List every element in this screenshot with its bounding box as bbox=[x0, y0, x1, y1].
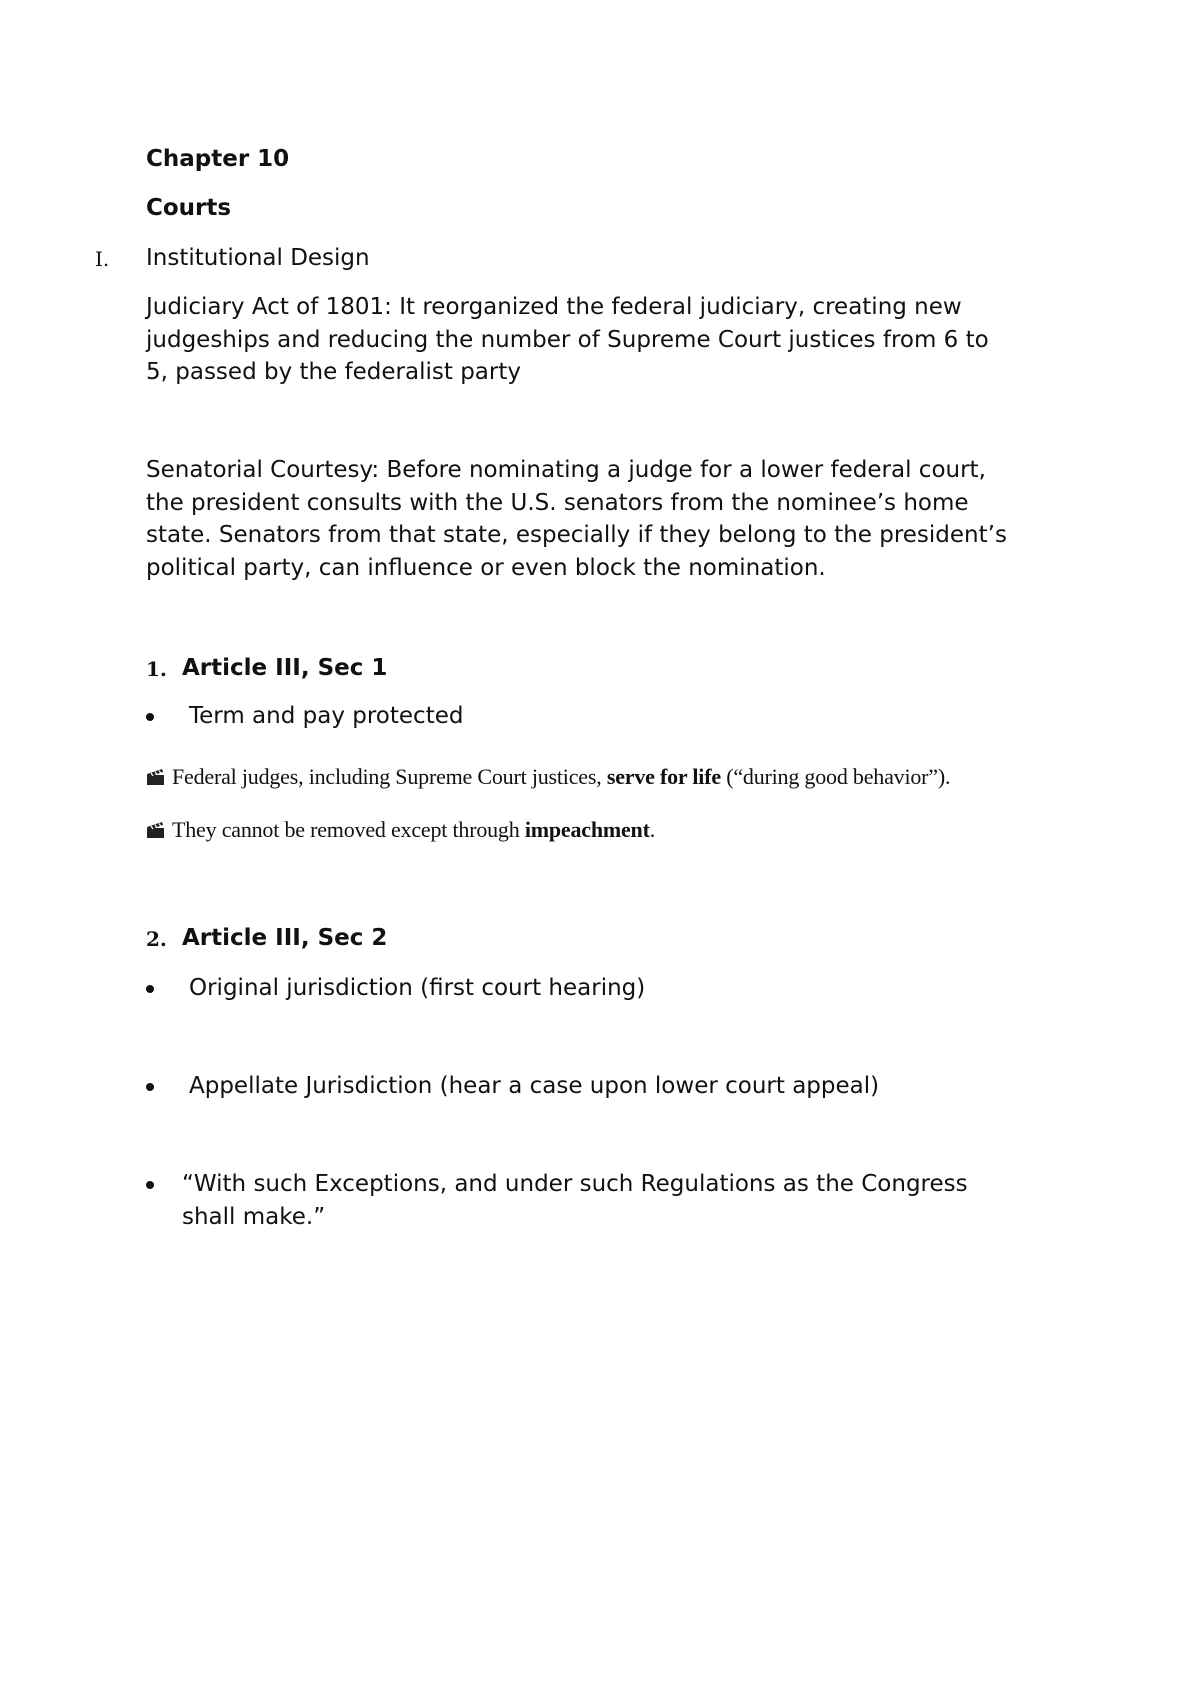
note-text: . bbox=[649, 817, 656, 842]
bullet-item: Appellate Jurisdiction (hear a case upon lower court appeal) bbox=[189, 1073, 880, 1099]
bullet-icon bbox=[146, 985, 154, 993]
bullet-icon bbox=[146, 1083, 154, 1091]
bullet-icon bbox=[146, 713, 154, 721]
paragraph-line: Judiciary Act of 1801: It reorganized the federal judiciary, creating new bbox=[146, 294, 962, 320]
paragraph-line: political party, can influence or even block the nomination. bbox=[146, 554, 826, 581]
article-heading: Article III, Sec 1 bbox=[182, 655, 388, 681]
paragraph-line: judgeships and reducing the number of Supreme Court justices from 6 to bbox=[146, 326, 989, 353]
quote-line: shall make.” bbox=[182, 1203, 326, 1230]
note-emphasis: serve for life bbox=[606, 764, 721, 789]
paragraph-line: state. Senators from that state, especially if they belong to the president’s bbox=[146, 522, 1007, 548]
paragraph-line: 5, passed by the federalist party bbox=[146, 359, 521, 385]
page-title: Courts bbox=[146, 195, 232, 221]
quote-bullet-item bbox=[182, 1168, 1062, 1233]
list-number-marker: 1. bbox=[146, 657, 167, 681]
clapperboard-icon bbox=[146, 821, 166, 839]
note-text: They cannot be removed except through bbox=[172, 817, 525, 842]
note-line bbox=[146, 815, 655, 845]
list-number-marker: 2. bbox=[146, 927, 167, 951]
judiciary-act-paragraph bbox=[146, 291, 1076, 389]
note-line bbox=[146, 762, 950, 792]
chapter-label: Chapter 10 bbox=[146, 146, 290, 172]
section-heading: Institutional Design bbox=[146, 245, 370, 271]
article-heading: Article III, Sec 2 bbox=[182, 925, 388, 951]
quote-line: “With such Exceptions, and under such Regulations as the Congress bbox=[182, 1171, 968, 1197]
roman-numeral-marker: I. bbox=[95, 247, 110, 271]
bullet-item: Term and pay protected bbox=[189, 703, 464, 729]
senatorial-courtesy-paragraph bbox=[146, 454, 1076, 584]
bullet-item: Original jurisdiction (first court hearing) bbox=[189, 975, 646, 1001]
clapperboard-icon bbox=[146, 768, 166, 786]
note-text: Federal judges, including Supreme Court justices, bbox=[172, 764, 607, 789]
bullet-icon bbox=[146, 1181, 154, 1189]
paragraph-line: the president consults with the U.S. senators from the nominee’s home bbox=[146, 489, 969, 516]
note-text: (“during good behavior”). bbox=[720, 764, 951, 789]
paragraph-line: Senatorial Courtesy: Before nominating a judge for a lower federal court, bbox=[146, 457, 986, 483]
note-emphasis: impeachment bbox=[524, 817, 650, 842]
